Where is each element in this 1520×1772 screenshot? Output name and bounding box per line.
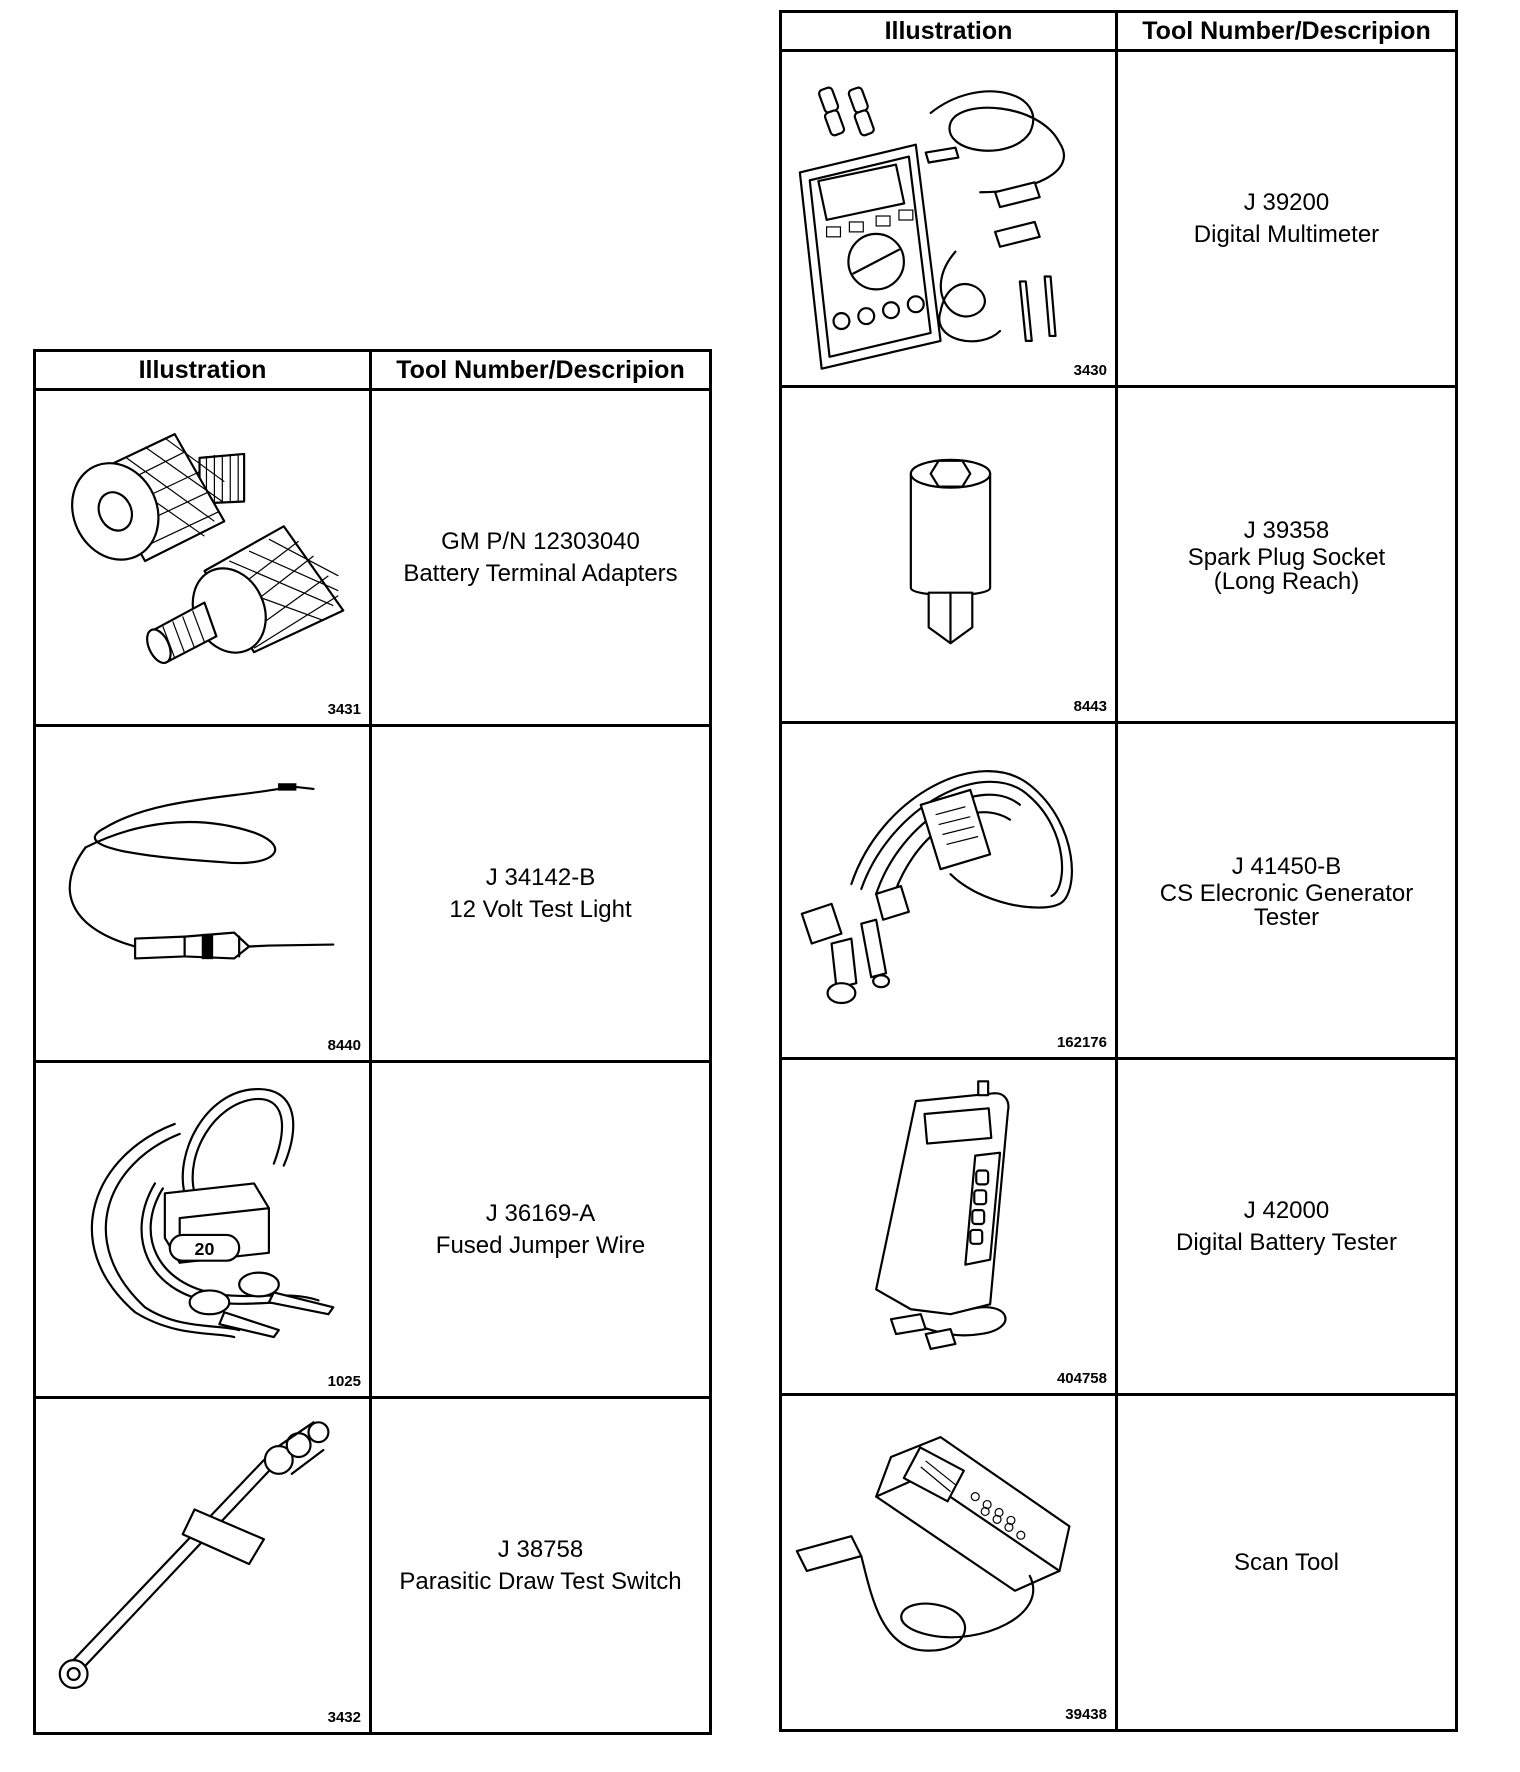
- table-row: [781, 51, 1457, 387]
- figure-number: 8440: [327, 1037, 361, 1054]
- figure-number: 3432: [327, 1709, 361, 1726]
- table-row: [35, 726, 711, 1062]
- figure-number: 3431: [327, 701, 361, 718]
- multimeter-icon: [782, 52, 1115, 385]
- battery-tester-icon: [782, 1060, 1115, 1393]
- figure-number: 8443: [1073, 698, 1107, 715]
- illustration-cell: [781, 387, 1117, 723]
- tool-description: Fused Jumper Wire: [435, 1231, 646, 1259]
- fuse-label: 20: [194, 1238, 215, 1259]
- tool-description: Digital Multimeter: [1193, 220, 1380, 248]
- fused-jumper-wire-icon: [36, 1063, 369, 1396]
- tool-number: J 34142-B: [485, 864, 596, 892]
- scan-tool-icon: [782, 1396, 1115, 1729]
- illustration-cell: [781, 1059, 1117, 1395]
- description-cell: [371, 1398, 711, 1734]
- figure-number: 404758: [1056, 1370, 1107, 1387]
- description-cell: [1117, 1059, 1457, 1395]
- description-cell: [371, 726, 711, 1062]
- generator-tester-icon: [782, 724, 1115, 1057]
- tool-number: GM P/N 12303040: [441, 528, 640, 556]
- description-cell: [371, 390, 711, 726]
- tool-description: Scan Tool: [1234, 1548, 1339, 1576]
- right-tool-table: [779, 10, 1458, 1732]
- illustration-cell: [781, 51, 1117, 387]
- description-cell: [1117, 387, 1457, 723]
- illustration-cell: [35, 726, 371, 1062]
- description-header: Tool Number/Descripion: [371, 351, 711, 390]
- left-tool-table: [33, 349, 712, 1735]
- spark-plug-socket-icon: [782, 388, 1115, 721]
- figure-number: 162176: [1056, 1034, 1107, 1051]
- illustration-cell: [781, 1395, 1117, 1731]
- description-cell: [1117, 723, 1457, 1059]
- tool-description: Battery Terminal Adapters: [403, 559, 678, 587]
- tool-number: J 42000: [1243, 1197, 1330, 1225]
- table-row: [35, 1062, 711, 1398]
- description-cell: [1117, 51, 1457, 387]
- figure-number: 1025: [327, 1373, 361, 1390]
- table-row: [781, 1059, 1457, 1395]
- tool-number: J 41450-B: [1231, 852, 1342, 880]
- table-row: [781, 723, 1457, 1059]
- illustration-cell: [35, 1062, 371, 1398]
- table-row: [35, 390, 711, 726]
- illustration-cell: [781, 723, 1117, 1059]
- table-row: [781, 387, 1457, 723]
- tool-description: 12 Volt Test Light: [449, 895, 632, 923]
- figure-number: 3430: [1073, 362, 1107, 379]
- tool-description: Parasitic Draw Test Switch: [399, 1567, 682, 1595]
- table-row: [35, 1398, 711, 1734]
- tool-number: J 38758: [497, 1536, 584, 1564]
- illustration-cell: [35, 390, 371, 726]
- illustration-header: Illustration: [35, 351, 371, 390]
- description-header: Tool Number/Descripion: [1117, 12, 1457, 51]
- table-header-row: [781, 12, 1457, 51]
- tool-number: J 39358: [1243, 516, 1330, 544]
- description-cell: [1117, 1395, 1457, 1731]
- test-light-icon: [36, 727, 369, 1060]
- illustration-cell: [35, 1398, 371, 1734]
- figure-number: 39438: [1065, 1706, 1107, 1723]
- description-cell: [371, 1062, 711, 1398]
- battery-terminal-adapter-icon: [36, 391, 369, 724]
- table-header-row: [35, 351, 711, 390]
- tool-description: Digital Battery Tester: [1176, 1228, 1397, 1256]
- illustration-header: Illustration: [781, 12, 1117, 51]
- tool-description: CS Elecronic Generator Tester: [1159, 880, 1414, 932]
- tool-number: J 39200: [1243, 189, 1330, 217]
- parasitic-draw-switch-icon: [36, 1399, 369, 1732]
- tool-description: Spark Plug Socket (Long Reach): [1187, 544, 1386, 596]
- tool-number: J 36169-A: [485, 1200, 596, 1228]
- table-row: [781, 1395, 1457, 1731]
